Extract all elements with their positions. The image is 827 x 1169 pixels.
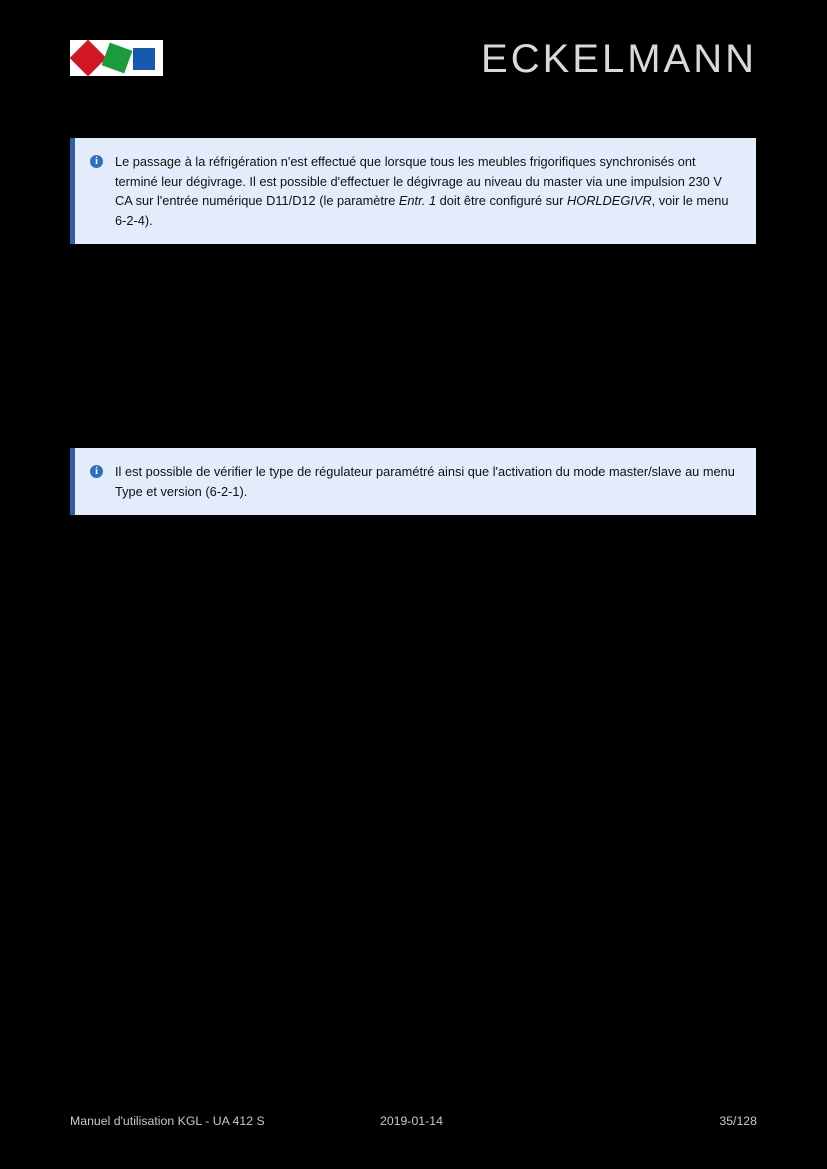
info-icon: i xyxy=(90,465,103,478)
note-text: Le passage à la réfrigération n'est effectué que lorsque tous les meubles frigorifiques synchronisés ont terminé leur dégivrage. Il est possible d'effectuer le dégivrage au niveau du master via une impulsion 230 V CA sur l'entrée numérique D11/D12 (le paramètre Entr. 1 doit être configuré sur HORLDEGIVR, voir le menu 6-2-4). xyxy=(115,154,729,228)
footer-page-number: 35/128 xyxy=(719,1114,757,1128)
note-box-refrigeration xyxy=(70,138,756,244)
brand-title: ECKELMANN xyxy=(481,37,757,81)
note-text: Il est possible de vérifier le type de régulateur paramétré ainsi que l'activation du mode master/slave au menu Type et version (6-2-1). xyxy=(115,464,735,499)
footer-document-title: Manuel d'utilisation KGL - UA 412 S xyxy=(70,1114,265,1128)
note-box-controller-type xyxy=(70,448,756,515)
page-header xyxy=(0,0,827,110)
logo-blue-square xyxy=(133,48,155,70)
page-footer xyxy=(70,1112,757,1130)
logo-red-diamond xyxy=(70,40,107,77)
footer-date: 2019-01-14 xyxy=(380,1114,443,1128)
logo-green-square xyxy=(102,43,133,74)
eckelmann-logo xyxy=(70,40,163,76)
info-icon: i xyxy=(90,155,103,168)
